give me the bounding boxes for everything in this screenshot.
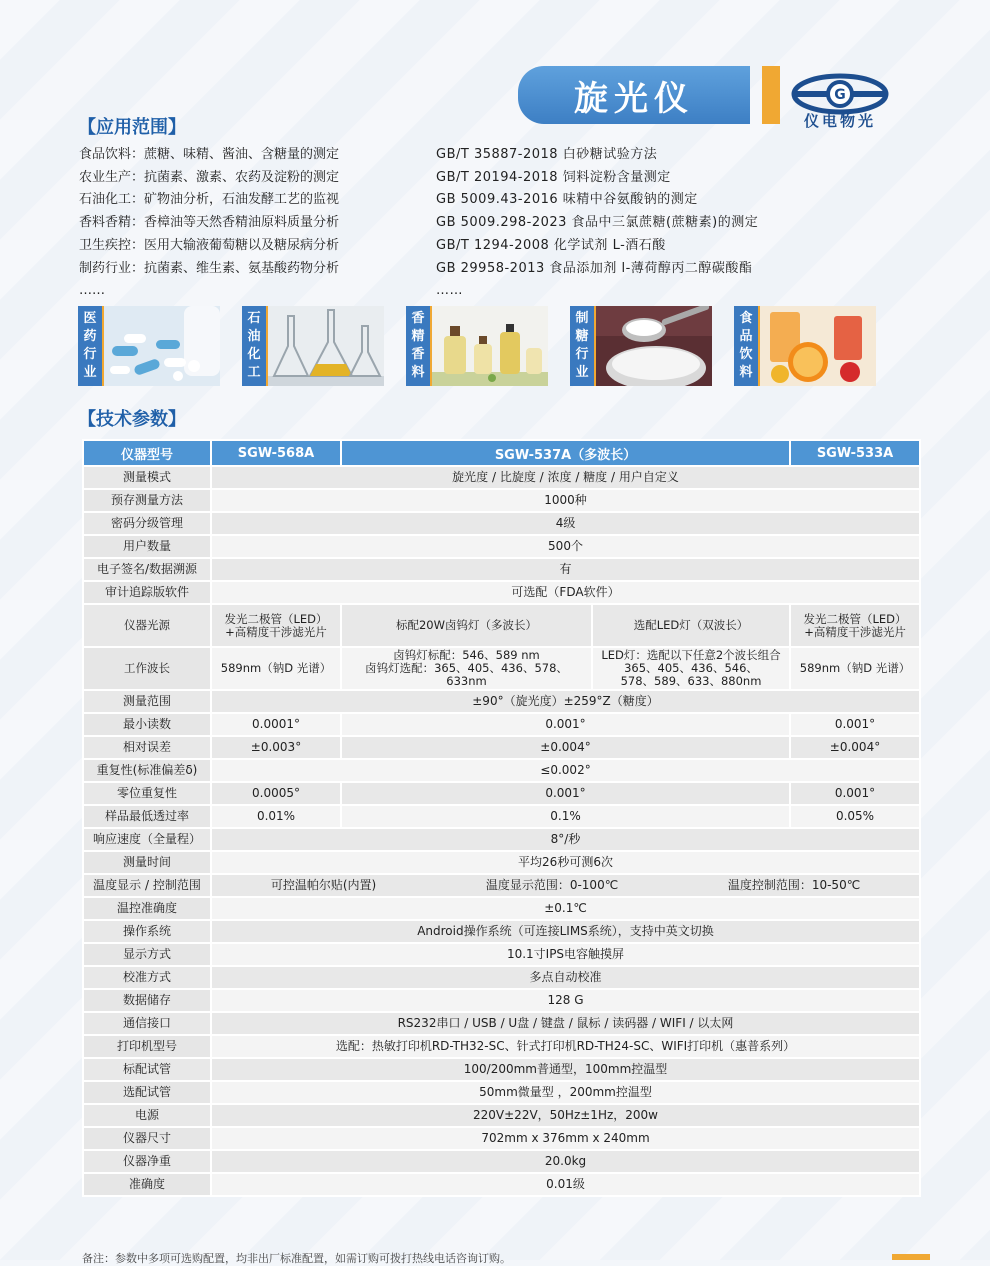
table-row: 测量范围 ±90°（旋光度）±259°Z（糖度）: [83, 690, 920, 713]
table-row: 测量模式 旋光度 / 比旋度 / 浓度 / 糖度 / 用户自定义: [83, 466, 920, 489]
header-model-537a: SGW-537A（多波长）: [341, 440, 790, 466]
table-row: 预存测量方法 1000种: [83, 489, 920, 512]
table-row: 仪器光源 发光二极管（LED） +高精度干涉滤光片 标配20W卤钨灯（多波长） 选配LED灯（双波长） 发光二极管（LED） +高精度干涉滤光片: [83, 604, 920, 647]
table-row: 电子签名/数据溯源 有: [83, 558, 920, 581]
applications-heading: 【应用范围】: [78, 117, 186, 138]
standard-item: ……: [436, 283, 463, 299]
standard-item: GB 5009.298-2023 食品中三氯蔗糖(蔗糖素)的测定: [436, 215, 759, 231]
application-item: 农业生产：抗菌素、激素、农药及淀粉的测定: [79, 169, 340, 185]
logo-letter: G: [834, 87, 846, 103]
table-row: 工作波长 589nm（钠D 光谱） 卤钨灯标配：546、589 nm 卤钨灯选配：365、405、436、578、633nm LED灯：选配以下任意2个波长组合 365、405、436、546、 578、589、633、880nm 589nm（钠D 光谱）: [83, 647, 920, 690]
table-row: 审计追踪版软件 可选配（FDA软件）: [83, 581, 920, 604]
logo-text: 仪电物光: [803, 112, 876, 130]
table-row: 测量时间 平均26秒可测6次: [83, 851, 920, 874]
industry-card-medicine: [78, 306, 220, 386]
table-row: 仪器尺寸 702mm x 376mm x 240mm: [83, 1127, 920, 1150]
lab-flasks-image: [268, 306, 384, 386]
card-tag: 制 糖 行 业: [570, 306, 596, 386]
industry-card-fragrance: [406, 306, 548, 386]
table-row: 温控准确度 ±0.1℃: [83, 897, 920, 920]
standard-item: GB/T 20194-2018 饲料淀粉含量测定: [436, 169, 671, 185]
table-row: 电源 220V±22V，50Hz±1Hz，200w: [83, 1104, 920, 1127]
table-header-row: [83, 440, 920, 466]
page-title: 旋光仪: [574, 78, 694, 119]
fruit-juice-image: [760, 306, 876, 386]
card-tag: 香 精 香 料: [406, 306, 432, 386]
specs-heading: 【技术参数】: [78, 409, 186, 430]
industry-card-petrochemical: [242, 306, 384, 386]
table-row: 相对误差 ±0.003° ±0.004° ±0.004°: [83, 736, 920, 759]
table-row: 通信接口 RS232串口 / USB / U盘 / 键盘 / 鼠标 / 读码器 / WIFI / 以太网: [83, 1012, 920, 1035]
medicine-pills-image: [104, 306, 220, 386]
card-tag: 石 油 化 工: [242, 306, 268, 386]
standard-item: GB/T 35887-2018 白砂糖试验方法: [436, 147, 658, 162]
application-item: 香料香精：香樟油等天然香精油原料质量分析: [79, 215, 340, 231]
standard-item: GB 5009.43-2016 味精中谷氨酸钠的测定: [436, 192, 698, 208]
table-row: 密码分级管理 4级: [83, 512, 920, 535]
table-row: 最小读数 0.0001° 0.001° 0.001°: [83, 713, 920, 736]
header-model-533a: SGW-533A: [790, 440, 920, 466]
footnote: 备注：参数中多项可选购配置，均非出厂标准配置，如需订购可拨打热线电话咨询订购。: [82, 1252, 511, 1265]
industry-card-sugar: [570, 306, 712, 386]
table-row: 校准方式 多点自动校准: [83, 966, 920, 989]
temperature-cell: 可控温帕尔贴(内置) 温度显示范围：0-100℃ 温度控制范围：10-50℃: [270, 878, 861, 892]
title-banner: [518, 66, 750, 124]
table-row: 显示方式 10.1寸IPS电容触摸屏: [83, 943, 920, 966]
table-row: 用户数量 500个: [83, 535, 920, 558]
table-row: 打印机型号 选配：热敏打印机RD-TH32-SC、针式打印机RD-TH24-SC、WIFI打印机（惠普系列）: [83, 1035, 920, 1058]
table-row: 样品最低透过率 0.01% 0.1% 0.05%: [83, 805, 920, 828]
standard-item: GB/T 1294-2008 化学试剂 L-酒石酸: [436, 237, 666, 253]
application-item: ……: [79, 283, 105, 299]
table-row: 零位重复性 0.0005° 0.001° 0.001°: [83, 782, 920, 805]
table-row: 选配试管 50mm微量型 ，200mm控温型: [83, 1081, 920, 1104]
application-item: 食品饮料：蔗糖、味精、酱油、含糖量的测定: [79, 147, 340, 162]
table-row: 操作系统 Android操作系统（可连接LIMS系统），支持中英文切换: [83, 920, 920, 943]
application-item: 卫生疾控：医用大输液葡萄糖以及糖尿病分析: [79, 237, 340, 253]
industry-card-food: [734, 306, 876, 386]
specs-table: [82, 439, 921, 1197]
card-tag: 食 品 饮 料: [734, 306, 760, 386]
table-row: 数据储存 128 G: [83, 989, 920, 1012]
table-row: 响应速度（全量程） 8°/秒: [83, 828, 920, 851]
table-row: 准确度 0.01级: [83, 1173, 920, 1196]
header-model-568a: SGW-568A: [211, 440, 341, 466]
table-row: 仪器净重 20.0kg: [83, 1150, 920, 1173]
table-row: 标配试管 100/200mm普通型，100mm控温型: [83, 1058, 920, 1081]
table-row: 重复性(标准偏差δ) ≤0.002°: [83, 759, 920, 782]
industry-cards: [78, 306, 878, 386]
application-item: 制药行业：抗菌素、维生素、氨基酸药物分析: [79, 260, 340, 276]
essential-oil-bottles-image: [432, 306, 548, 386]
card-tag: 医 药 行 业: [78, 306, 104, 386]
application-item: 石油化工：矿物油分析，石油发酵工艺的监视: [79, 192, 340, 208]
application-list: [79, 144, 429, 303]
table-row: 温度显示 / 控制范围 可控温帕尔贴(内置) 温度显示范围：0-100℃ 温度控制范围：10-50℃: [83, 874, 920, 897]
sugar-spoon-image: [596, 306, 712, 386]
standards-list: [436, 144, 876, 303]
title-accent-bar: [762, 66, 780, 124]
corner-accent: [892, 1254, 930, 1260]
header-label: 仪器型号: [83, 440, 211, 466]
standard-item: GB 29958-2013 食品添加剂 l-薄荷醇丙二醇碳酸酯: [436, 260, 753, 276]
